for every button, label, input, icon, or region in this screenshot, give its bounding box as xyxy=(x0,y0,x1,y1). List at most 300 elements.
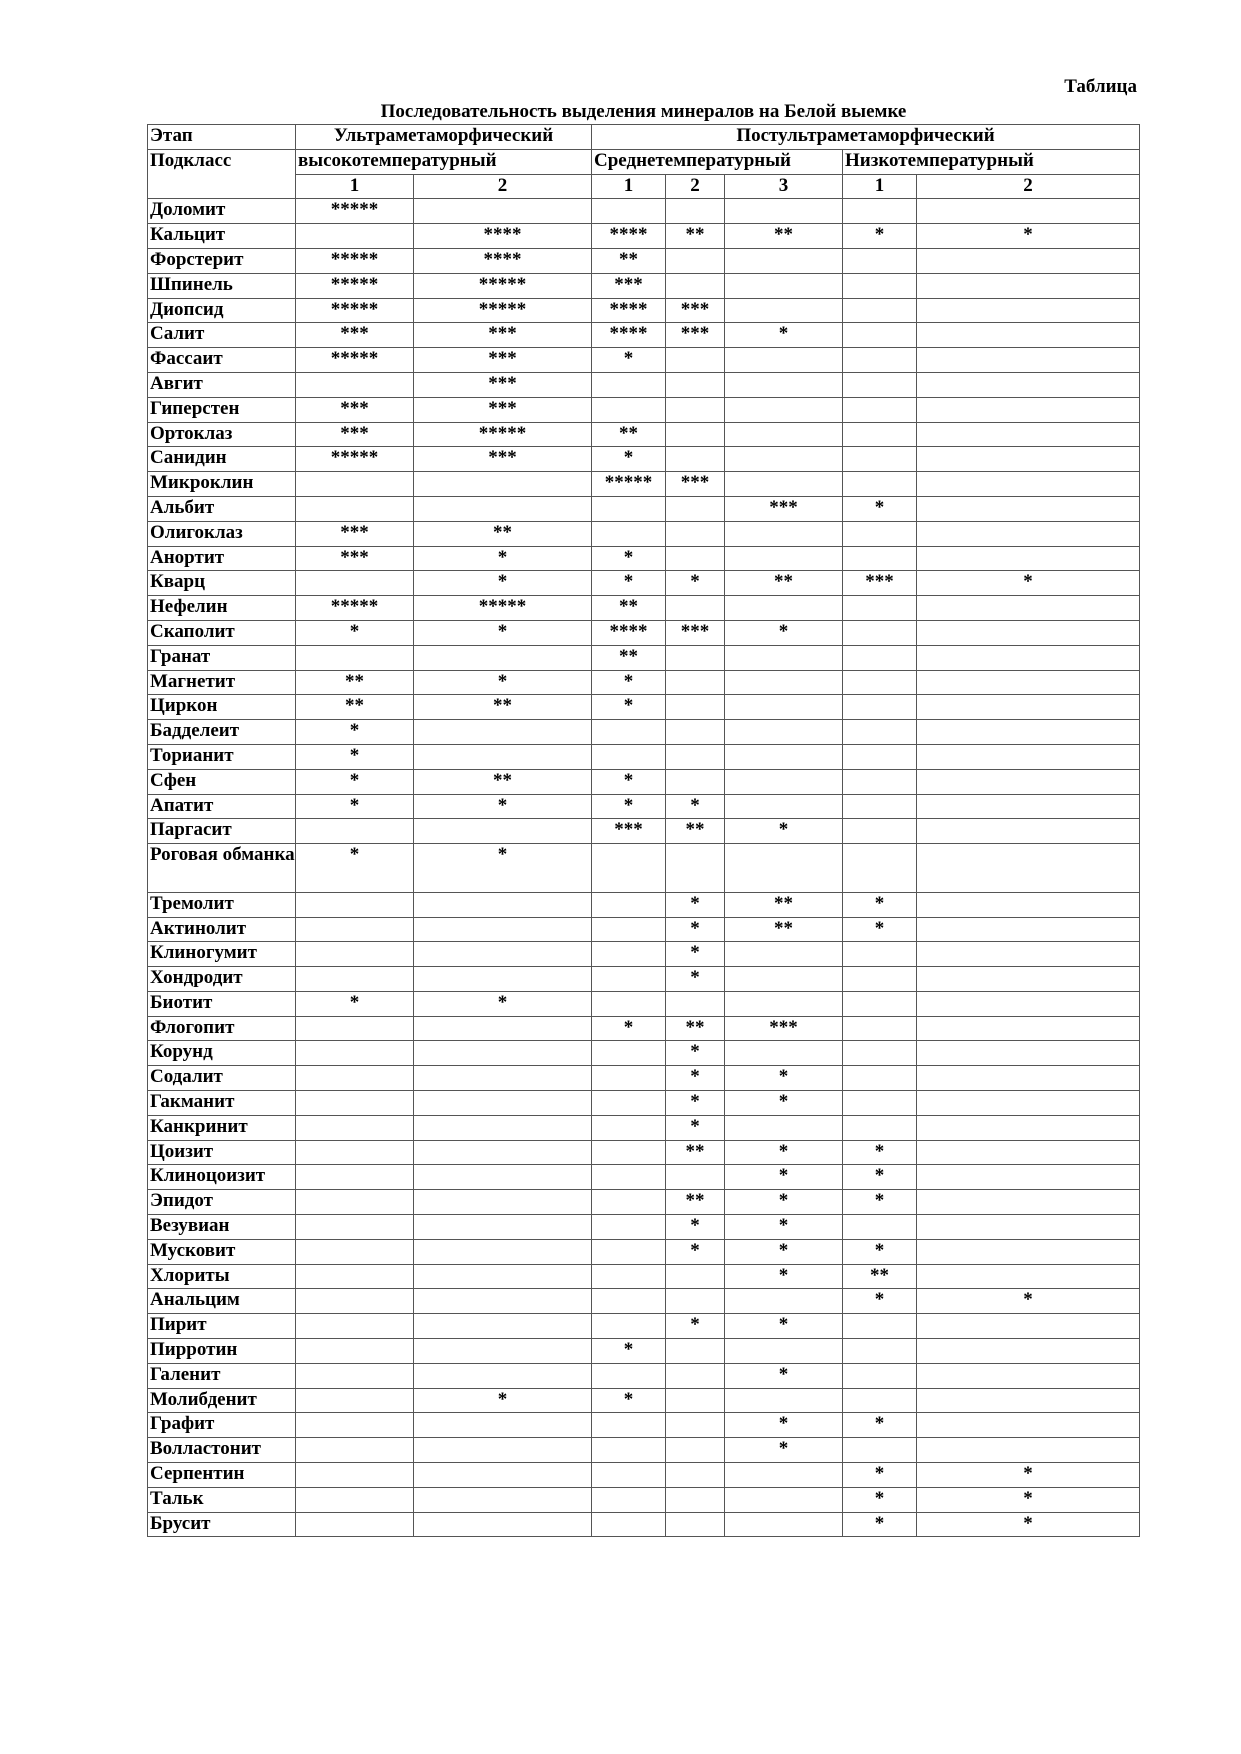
abundance-cell xyxy=(666,844,725,893)
abundance-cell: *** xyxy=(666,323,725,348)
abundance-cell xyxy=(592,397,666,422)
abundance-cell: * xyxy=(592,670,666,695)
abundance-cell: * xyxy=(843,1512,917,1537)
abundance-cell: * xyxy=(592,571,666,596)
abundance-cell xyxy=(917,1264,1140,1289)
abundance-cell xyxy=(917,248,1140,273)
mineral-name: Тальк xyxy=(148,1487,296,1512)
abundance-cell xyxy=(592,372,666,397)
abundance-cell xyxy=(296,819,414,844)
mineral-name: Актинолит xyxy=(148,917,296,942)
abundance-cell: ** xyxy=(666,819,725,844)
abundance-cell: ** xyxy=(666,1140,725,1165)
abundance-cell xyxy=(725,298,843,323)
abundance-cell xyxy=(592,1512,666,1537)
abundance-cell: * xyxy=(725,1190,843,1215)
table-row xyxy=(148,1215,1140,1240)
mineral-name: Диопсид xyxy=(148,298,296,323)
abundance-cell xyxy=(666,720,725,745)
abundance-cell xyxy=(296,1091,414,1116)
table-row xyxy=(148,372,1140,397)
table-row xyxy=(148,917,1140,942)
abundance-cell xyxy=(725,521,843,546)
table-row xyxy=(148,645,1140,670)
abundance-cell xyxy=(666,447,725,472)
abundance-cell: ***** xyxy=(414,596,592,621)
abundance-cell xyxy=(666,422,725,447)
abundance-cell xyxy=(725,1463,843,1488)
header-subclass-label: Подкласс xyxy=(148,149,296,199)
abundance-cell xyxy=(666,348,725,373)
mineral-name: Фассаит xyxy=(148,348,296,373)
abundance-cell: * xyxy=(296,620,414,645)
header-col-number: 1 xyxy=(592,174,666,199)
abundance-cell xyxy=(843,1438,917,1463)
abundance-cell: * xyxy=(725,819,843,844)
abundance-cell: * xyxy=(843,917,917,942)
abundance-cell: * xyxy=(725,1363,843,1388)
abundance-cell xyxy=(666,670,725,695)
abundance-cell xyxy=(296,967,414,992)
abundance-cell xyxy=(843,1016,917,1041)
table-row xyxy=(148,571,1140,596)
abundance-cell: ***** xyxy=(592,472,666,497)
abundance-cell xyxy=(592,1041,666,1066)
abundance-cell xyxy=(414,645,592,670)
abundance-cell xyxy=(843,794,917,819)
abundance-cell xyxy=(725,1388,843,1413)
abundance-cell: ***** xyxy=(296,298,414,323)
abundance-cell: ** xyxy=(666,1190,725,1215)
mineral-name: Галенит xyxy=(148,1363,296,1388)
abundance-cell xyxy=(725,1289,843,1314)
mineral-name: Альбит xyxy=(148,496,296,521)
abundance-cell: * xyxy=(725,323,843,348)
abundance-cell: * xyxy=(725,1438,843,1463)
abundance-cell xyxy=(725,273,843,298)
mineral-name: Хондродит xyxy=(148,967,296,992)
abundance-cell xyxy=(414,967,592,992)
abundance-cell xyxy=(592,1066,666,1091)
mineral-name: Торианит xyxy=(148,744,296,769)
abundance-cell xyxy=(917,1165,1140,1190)
abundance-cell xyxy=(843,521,917,546)
abundance-cell xyxy=(592,1091,666,1116)
abundance-cell xyxy=(296,1016,414,1041)
abundance-cell: *** xyxy=(414,372,592,397)
abundance-cell xyxy=(666,769,725,794)
abundance-cell xyxy=(592,917,666,942)
abundance-cell xyxy=(296,372,414,397)
abundance-cell: ***** xyxy=(296,447,414,472)
abundance-cell: * xyxy=(725,1239,843,1264)
mineral-name: Канкринит xyxy=(148,1115,296,1140)
abundance-cell xyxy=(666,496,725,521)
abundance-cell: *** xyxy=(296,323,414,348)
table-row xyxy=(148,596,1140,621)
abundance-cell: ** xyxy=(414,521,592,546)
abundance-cell: *** xyxy=(296,521,414,546)
abundance-cell xyxy=(296,942,414,967)
abundance-cell xyxy=(414,720,592,745)
abundance-cell xyxy=(843,546,917,571)
abundance-cell: ** xyxy=(666,1016,725,1041)
table-row xyxy=(148,472,1140,497)
abundance-cell xyxy=(725,991,843,1016)
abundance-cell xyxy=(592,967,666,992)
abundance-cell xyxy=(592,1413,666,1438)
abundance-cell xyxy=(725,1041,843,1066)
abundance-cell: * xyxy=(843,892,917,917)
abundance-cell: * xyxy=(843,224,917,249)
abundance-cell xyxy=(414,1239,592,1264)
abundance-cell xyxy=(917,521,1140,546)
abundance-cell xyxy=(917,372,1140,397)
header-col-number: 2 xyxy=(666,174,725,199)
abundance-cell xyxy=(296,1487,414,1512)
abundance-cell xyxy=(917,1339,1140,1364)
table-row xyxy=(148,1264,1140,1289)
abundance-cell xyxy=(414,1487,592,1512)
abundance-cell xyxy=(296,224,414,249)
header-stage-post: Постультраметаморфический xyxy=(592,125,1140,150)
abundance-cell xyxy=(666,248,725,273)
abundance-cell: * xyxy=(592,1016,666,1041)
table-row xyxy=(148,1438,1140,1463)
table-row xyxy=(148,1487,1140,1512)
abundance-cell xyxy=(917,769,1140,794)
abundance-cell xyxy=(666,991,725,1016)
abundance-cell xyxy=(414,1115,592,1140)
abundance-cell xyxy=(725,942,843,967)
abundance-cell: * xyxy=(666,794,725,819)
abundance-cell: * xyxy=(666,1314,725,1339)
abundance-cell xyxy=(414,1413,592,1438)
table-row xyxy=(148,1463,1140,1488)
table-row xyxy=(148,1016,1140,1041)
abundance-cell xyxy=(666,372,725,397)
mineral-name: Ортоклаз xyxy=(148,422,296,447)
abundance-cell: ***** xyxy=(296,596,414,621)
mineral-name: Доломит xyxy=(148,199,296,224)
abundance-cell: * xyxy=(725,1215,843,1240)
abundance-cell xyxy=(666,1388,725,1413)
mineral-name: Графит xyxy=(148,1413,296,1438)
abundance-cell xyxy=(843,323,917,348)
abundance-cell xyxy=(843,1115,917,1140)
abundance-cell xyxy=(592,199,666,224)
mineral-name: Анортит xyxy=(148,546,296,571)
header-col-number: 1 xyxy=(843,174,917,199)
abundance-cell xyxy=(843,1388,917,1413)
mineral-name: Гиперстен xyxy=(148,397,296,422)
mineral-name: Шпинель xyxy=(148,273,296,298)
table-row xyxy=(148,892,1140,917)
abundance-cell: *** xyxy=(414,348,592,373)
abundance-cell xyxy=(592,1165,666,1190)
abundance-cell xyxy=(843,1339,917,1364)
abundance-cell xyxy=(296,1264,414,1289)
abundance-cell xyxy=(917,447,1140,472)
abundance-cell: * xyxy=(592,348,666,373)
table-row xyxy=(148,1140,1140,1165)
abundance-cell xyxy=(917,1215,1140,1240)
abundance-cell: ** xyxy=(592,422,666,447)
mineral-name: Роговая обманка xyxy=(148,844,296,893)
abundance-cell xyxy=(296,1289,414,1314)
abundance-cell xyxy=(296,1463,414,1488)
abundance-cell xyxy=(666,596,725,621)
table-caption: Таблица xyxy=(1064,76,1137,97)
abundance-cell xyxy=(592,942,666,967)
abundance-cell: * xyxy=(666,1239,725,1264)
abundance-cell xyxy=(843,844,917,893)
abundance-cell xyxy=(917,1413,1140,1438)
abundance-cell xyxy=(592,844,666,893)
abundance-cell: * xyxy=(296,844,414,893)
abundance-cell xyxy=(917,1016,1140,1041)
table-row xyxy=(148,496,1140,521)
table-row xyxy=(148,1512,1140,1537)
abundance-cell xyxy=(843,273,917,298)
abundance-cell xyxy=(725,794,843,819)
abundance-cell xyxy=(296,1041,414,1066)
abundance-cell xyxy=(917,917,1140,942)
abundance-cell xyxy=(296,917,414,942)
abundance-cell xyxy=(917,645,1140,670)
header-sub-low: Низкотемпературный xyxy=(843,149,1140,174)
abundance-cell xyxy=(666,397,725,422)
table-row xyxy=(148,546,1140,571)
abundance-cell: * xyxy=(917,571,1140,596)
table-row xyxy=(148,620,1140,645)
abundance-cell xyxy=(917,942,1140,967)
abundance-cell xyxy=(843,1041,917,1066)
abundance-cell: * xyxy=(296,794,414,819)
mineral-name: Пирротин xyxy=(148,1339,296,1364)
abundance-cell xyxy=(666,1363,725,1388)
table-row xyxy=(148,819,1140,844)
abundance-cell xyxy=(666,695,725,720)
abundance-cell xyxy=(917,967,1140,992)
mineral-name: Олигоклаз xyxy=(148,521,296,546)
abundance-cell xyxy=(296,1115,414,1140)
abundance-cell xyxy=(592,1438,666,1463)
abundance-cell xyxy=(414,1041,592,1066)
abundance-cell: * xyxy=(666,942,725,967)
header-sub-mid: Среднетемпературный xyxy=(592,149,843,174)
abundance-cell xyxy=(843,248,917,273)
table-row xyxy=(148,967,1140,992)
abundance-cell xyxy=(843,695,917,720)
abundance-cell: * xyxy=(414,670,592,695)
abundance-cell: * xyxy=(592,1339,666,1364)
mineral-name: Мусковит xyxy=(148,1239,296,1264)
abundance-cell xyxy=(296,1239,414,1264)
abundance-cell xyxy=(917,670,1140,695)
abundance-cell xyxy=(725,372,843,397)
abundance-cell: ** xyxy=(414,769,592,794)
abundance-cell xyxy=(917,620,1140,645)
abundance-cell xyxy=(666,1438,725,1463)
header-col-number: 3 xyxy=(725,174,843,199)
abundance-cell: *** xyxy=(725,1016,843,1041)
abundance-cell xyxy=(917,892,1140,917)
abundance-cell: * xyxy=(296,720,414,745)
abundance-cell xyxy=(843,372,917,397)
abundance-cell xyxy=(917,1363,1140,1388)
abundance-cell xyxy=(917,1041,1140,1066)
mineral-name: Содалит xyxy=(148,1066,296,1091)
abundance-cell: * xyxy=(917,1463,1140,1488)
abundance-cell xyxy=(666,273,725,298)
abundance-cell: * xyxy=(414,571,592,596)
abundance-cell xyxy=(917,991,1140,1016)
abundance-cell xyxy=(917,422,1140,447)
abundance-cell xyxy=(666,1165,725,1190)
abundance-cell: *** xyxy=(843,571,917,596)
abundance-cell xyxy=(917,844,1140,893)
header-row-stage xyxy=(148,125,1140,150)
abundance-cell: ** xyxy=(725,892,843,917)
abundance-cell xyxy=(592,1487,666,1512)
abundance-cell xyxy=(843,348,917,373)
abundance-cell xyxy=(414,199,592,224)
abundance-cell xyxy=(414,496,592,521)
header-sub-high: высокотемпературный xyxy=(296,149,592,174)
mineral-name: Эпидот xyxy=(148,1190,296,1215)
abundance-cell: ***** xyxy=(296,199,414,224)
abundance-cell xyxy=(296,892,414,917)
table-row xyxy=(148,422,1140,447)
header-row-subclass xyxy=(148,149,1140,174)
abundance-cell xyxy=(592,1215,666,1240)
abundance-cell: *** xyxy=(666,298,725,323)
abundance-cell: * xyxy=(843,496,917,521)
abundance-cell xyxy=(592,1314,666,1339)
abundance-cell xyxy=(666,199,725,224)
abundance-cell xyxy=(296,1413,414,1438)
abundance-cell xyxy=(917,496,1140,521)
mineral-name: Серпентин xyxy=(148,1463,296,1488)
table-row xyxy=(148,248,1140,273)
table-row xyxy=(148,1041,1140,1066)
abundance-cell xyxy=(414,1463,592,1488)
abundance-cell xyxy=(725,645,843,670)
abundance-cell xyxy=(843,967,917,992)
abundance-cell xyxy=(296,1165,414,1190)
table-row xyxy=(148,1413,1140,1438)
mineral-name: Гакманит xyxy=(148,1091,296,1116)
abundance-cell xyxy=(725,1512,843,1537)
mineral-name: Авгит xyxy=(148,372,296,397)
abundance-cell: * xyxy=(592,695,666,720)
abundance-cell: * xyxy=(592,794,666,819)
abundance-cell xyxy=(917,298,1140,323)
abundance-cell xyxy=(666,645,725,670)
mineral-name: Клиноцоизит xyxy=(148,1165,296,1190)
abundance-cell: * xyxy=(725,1314,843,1339)
abundance-cell xyxy=(296,1512,414,1537)
abundance-cell: *** xyxy=(592,273,666,298)
abundance-cell xyxy=(725,967,843,992)
abundance-cell xyxy=(843,942,917,967)
abundance-cell: * xyxy=(666,1091,725,1116)
abundance-cell xyxy=(296,1190,414,1215)
table-row xyxy=(148,1339,1140,1364)
abundance-cell xyxy=(843,819,917,844)
abundance-cell xyxy=(725,447,843,472)
mineral-name: Апатит xyxy=(148,794,296,819)
abundance-cell: * xyxy=(725,1140,843,1165)
abundance-cell: * xyxy=(843,1190,917,1215)
abundance-cell xyxy=(843,1363,917,1388)
abundance-cell xyxy=(843,199,917,224)
abundance-cell: ** xyxy=(666,224,725,249)
table-row xyxy=(148,991,1140,1016)
mineral-name: Пирит xyxy=(148,1314,296,1339)
abundance-cell xyxy=(296,645,414,670)
mineral-name: Бадделеит xyxy=(148,720,296,745)
abundance-cell: *** xyxy=(666,620,725,645)
abundance-cell: * xyxy=(843,1140,917,1165)
abundance-cell xyxy=(725,1115,843,1140)
abundance-cell xyxy=(414,1066,592,1091)
mineral-name: Биотит xyxy=(148,991,296,1016)
abundance-cell xyxy=(725,596,843,621)
abundance-cell xyxy=(592,496,666,521)
abundance-cell xyxy=(917,348,1140,373)
abundance-cell: **** xyxy=(414,248,592,273)
abundance-cell: * xyxy=(917,1487,1140,1512)
abundance-cell: ***** xyxy=(414,298,592,323)
abundance-cell xyxy=(843,1066,917,1091)
table-row xyxy=(148,1165,1140,1190)
mineral-name: Скаполит xyxy=(148,620,296,645)
abundance-cell xyxy=(843,991,917,1016)
abundance-cell xyxy=(296,571,414,596)
abundance-cell xyxy=(843,1314,917,1339)
table-row xyxy=(148,1289,1140,1314)
abundance-cell: * xyxy=(414,844,592,893)
abundance-cell: **** xyxy=(592,620,666,645)
abundance-cell xyxy=(592,1115,666,1140)
abundance-cell xyxy=(725,248,843,273)
abundance-cell: * xyxy=(592,1388,666,1413)
mineral-name: Волластонит xyxy=(148,1438,296,1463)
table-row xyxy=(148,1190,1140,1215)
abundance-cell xyxy=(917,472,1140,497)
abundance-cell xyxy=(843,447,917,472)
table-row xyxy=(148,844,1140,893)
abundance-cell: **** xyxy=(592,298,666,323)
abundance-cell: ***** xyxy=(414,422,592,447)
table-row xyxy=(148,273,1140,298)
abundance-cell: **** xyxy=(592,323,666,348)
abundance-cell: *** xyxy=(725,496,843,521)
abundance-cell: * xyxy=(592,546,666,571)
abundance-cell xyxy=(592,521,666,546)
abundance-cell xyxy=(725,1339,843,1364)
abundance-cell xyxy=(666,1339,725,1364)
abundance-cell: * xyxy=(666,892,725,917)
mineral-name: Нефелин xyxy=(148,596,296,621)
abundance-cell xyxy=(414,1339,592,1364)
mineral-name: Везувиан xyxy=(148,1215,296,1240)
abundance-cell: ***** xyxy=(296,348,414,373)
abundance-cell: ** xyxy=(592,596,666,621)
abundance-cell xyxy=(666,1512,725,1537)
